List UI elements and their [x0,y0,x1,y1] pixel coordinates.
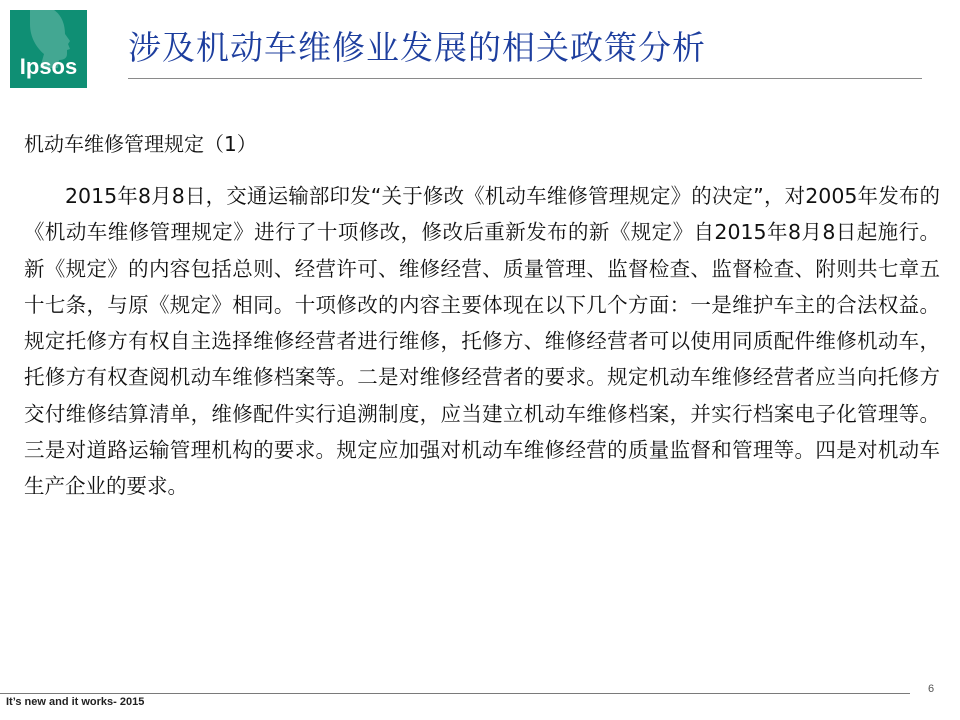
logo-wordmark: Ipsos [19,54,78,79]
page-title: 涉及机动车维修业发展的相关政策分析 [128,28,706,67]
footer-tagline: It’s new and it works- 2015 [6,696,145,708]
ipsos-logo [10,10,87,88]
footer-divider [0,693,910,694]
page-number: 6 [928,683,935,695]
title-divider [128,78,922,79]
body-paragraph: 2015年8月8日，交通运输部印发“关于修改《机动车维修管理规定》的决定”，对2005年发布的《机动车维修管理规定》进行了十项修改，修改后重新发布的新《规定》自2015年8月8日起施行。新《规定》的内容包括总则、经营许可、维修经营、质量管理、监督检查、监督检查、附则共七章五十七条，与原《规定》相同。十项修改的内容主要体现在以下几个方面：一是维护车主的合法权益。规定托修方有权自主选择维修经营者进行维修，托修方、维修经营者可以使用同质配件维修机动车，托修方有权查阅机动车维修档案等。二是对维修经营者的要求。规定机动车维修经营者应当向托修方交付维修结算清单，维修配件实行追溯制度，应当建立机动车维修档案，并实行档案电子化管理等。三是对道路运输管理机构的要求。规定应加强对机动车维修经营的质量监督和管理等。四是对机动车生产企业的要求。 [24,184,940,499]
section-heading: 机动车维修管理规定（1） [24,132,257,156]
